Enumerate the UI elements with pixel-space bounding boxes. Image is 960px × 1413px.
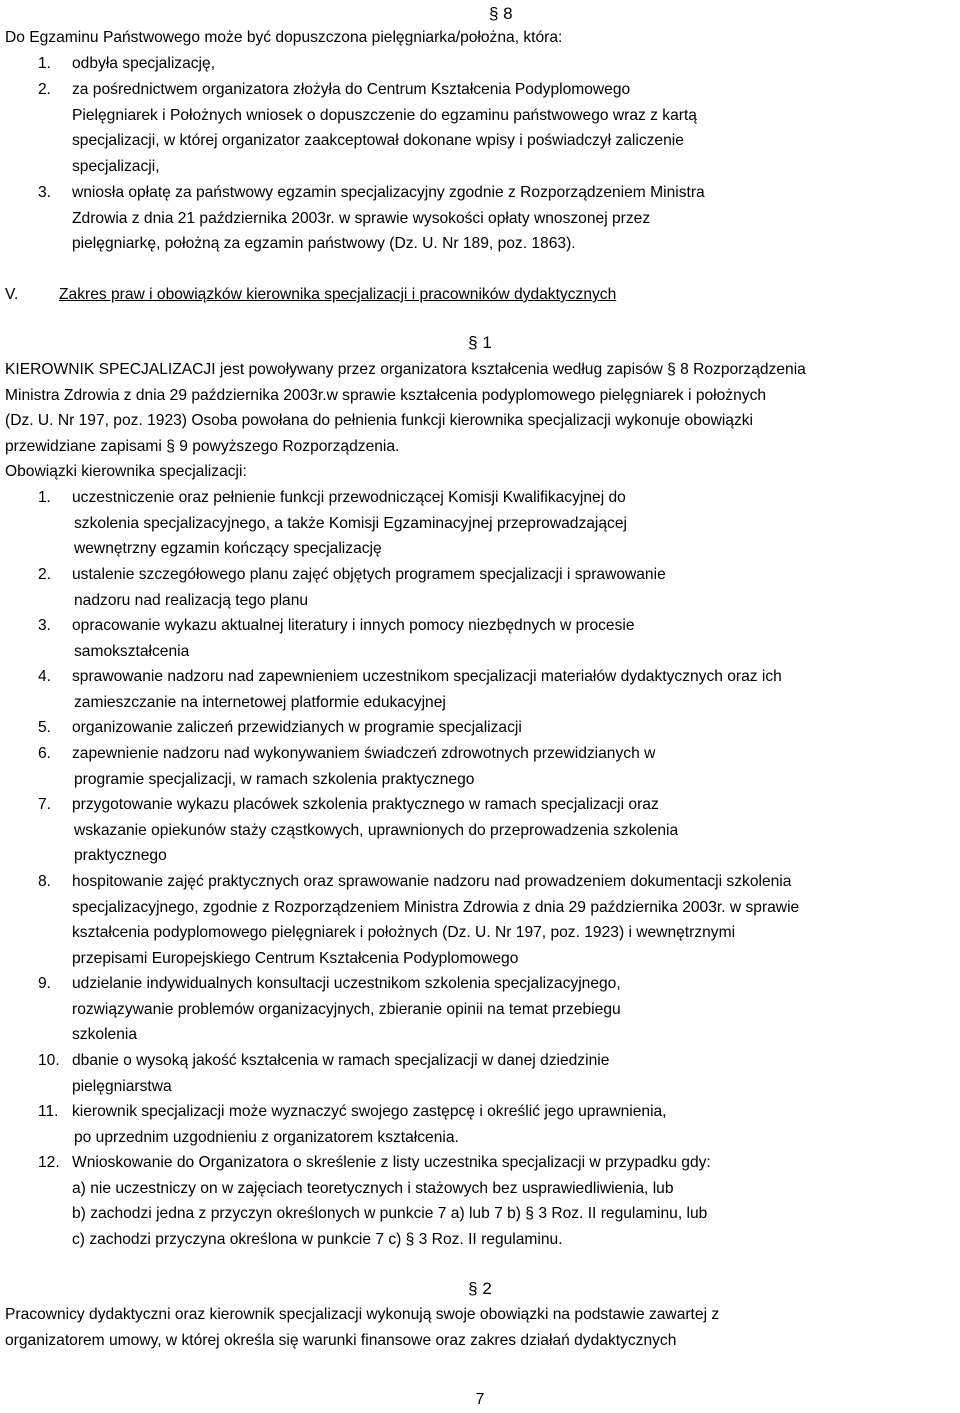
- list-line: wniosła opłatę za państwowy egzamin specjalizacyjny zgodnie z Rozporządzeniem Ministra: [72, 184, 705, 201]
- list-item: [72, 664, 956, 715]
- chapter-title: Zakres praw i obowiązków kierownika specjalizacji i pracowników dydaktycznych: [59, 286, 617, 303]
- list-line: opracowanie wykazu aktualnej literatury i innych pomocy niezbędnych w procesie: [72, 617, 635, 634]
- list-line: specjalizacji, w której organizator zaakceptował dokonane wpisy i poświadczył zaliczenie: [72, 132, 684, 150]
- list-number: 6.: [38, 745, 52, 762]
- list-line: kierownik specjalizacji może wyznaczyć swojego zastępcę i określić jego uprawnienia,: [72, 1103, 667, 1120]
- list-number: 3.: [38, 617, 52, 634]
- list-line: za pośrednictwem organizatora złożyła do Centrum Kształcenia Podyplomowego: [72, 81, 631, 98]
- list-number: 5.: [38, 719, 52, 736]
- list-number: 1.: [38, 489, 52, 506]
- list-line: po uprzednim uzgodnieniu z organizatorem kształcenia.: [74, 1128, 459, 1146]
- list-line: Pielęgniarek i Położnych wniosek o dopuszczenie do egzaminu państwowego wraz z kartą: [72, 106, 697, 124]
- list-line: uczestniczenie oraz pełnienie funkcji przewodniczącej Komisji Kwalifikacyjnej do: [72, 489, 626, 506]
- list-item: [72, 1150, 956, 1253]
- list-line: zapewnienie nadzoru nad wykonywaniem świadczeń zdrowotnych przewidzianych w: [72, 745, 656, 762]
- list-number: 11.: [38, 1103, 59, 1120]
- list-line: wewnętrzny egzamin kończący specjalizację: [74, 540, 382, 558]
- list-line: rozwiązywanie problemów organizacyjnych, zbieranie opinii na temat przebiegu: [72, 1000, 621, 1018]
- list-line: przepisami Europejskiego Centrum Kształcenia Podyplomowego: [72, 950, 519, 968]
- intro-text: Do Egzaminu Państwowego może być dopuszczona pielęgniarka/położna, która:: [5, 29, 563, 46]
- list-line: zamieszczanie na internetowej platformie edukacyjnej: [74, 693, 446, 711]
- list-line: ustalenie szczegółowego planu zajęć objętych programem specjalizacji i sprawowanie: [72, 566, 666, 583]
- list-line: przygotowanie wykazu placówek szkolenia praktycznego w ramach specjalizacji oraz: [72, 796, 659, 813]
- list-number: 9.: [38, 975, 52, 992]
- list-item: [72, 869, 956, 972]
- list-line: Wnioskowanie do Organizatora o skreślenie z listy uczestnika specjalizacji w przypadku gdy:: [72, 1154, 711, 1171]
- list-line: sprawowanie nadzoru nad zapewnieniem uczestnikom specjalizacji materiałów dydaktycznych oraz ich: [72, 668, 782, 685]
- list-item: [72, 792, 956, 869]
- section-mark-8: § 8: [489, 4, 513, 23]
- list-line: programie specjalizacji, w ramach szkolenia praktycznego: [74, 770, 475, 788]
- list-number: 2.: [38, 566, 52, 583]
- list-line: dbanie o wysoką jakość kształcenia w ramach specjalizacji w danej dziedzinie: [72, 1052, 610, 1069]
- list-line: specjalizacyjnego, zgodnie z Rozporządzeniem Ministra Zdrowia z dnia 29 października 2003r. w sprawie: [72, 898, 800, 916]
- paragraph-line: Pracownicy dydaktyczni oraz kierownik specjalizacji wykonują swoje obowiązki na podstawie zawartej z: [5, 1306, 720, 1323]
- duties-intro: Obowiązki kierownika specjalizacji:: [5, 463, 247, 480]
- list-line: szkolenia: [72, 1026, 138, 1044]
- list-item: [72, 1048, 956, 1099]
- list-number: 4.: [38, 668, 52, 685]
- list-number: 10.: [38, 1052, 60, 1069]
- list-item: [72, 180, 956, 257]
- list-line: szkolenia specjalizacyjnego, a także Komisji Egzaminacyjnej przeprowadzającej: [74, 514, 627, 532]
- section-2-paragraph: [5, 1302, 956, 1353]
- paragraph-line: KIEROWNIK SPECJALIZACJI jest powoływany przez organizatora kształcenia według zapisów § 8 Rozporządzenia: [5, 361, 806, 378]
- list-item: [72, 1099, 956, 1150]
- list-number: 1.: [38, 55, 52, 72]
- list-number: 3.: [38, 184, 52, 201]
- list-line: a) nie uczestniczy on w zajęciach teoretycznych i stażowych bez usprawiedliwienia, lub: [72, 1179, 674, 1197]
- list-line: c) zachodzi przyczyna określona w punkcie 7 c) § 3 Roz. II regulaminu.: [72, 1231, 563, 1249]
- chapter-number: V.: [5, 286, 19, 303]
- list-number: 7.: [38, 796, 52, 813]
- paragraph-line: organizatorem umowy, w której określa się warunki finansowe oraz zakres działań dydaktycznych: [5, 1331, 677, 1349]
- list-item: [72, 485, 956, 562]
- paragraph-line: przewidziane zapisami § 9 powyższego Rozporządzenia.: [5, 438, 400, 456]
- list-line: specjalizacji,: [72, 158, 160, 176]
- chapter-heading: [5, 282, 617, 308]
- list-line: hospitowanie zajęć praktycznych oraz sprawowanie nadzoru nad prowadzeniem dokumentacji szkolenia: [72, 873, 792, 890]
- list-line: pielęgniarkę, położną za egzamin państwowy (Dz. U. Nr 189, poz. 1863).: [72, 235, 576, 253]
- list-line: wskazanie opiekunów staży cząstkowych, uprawnionych do przeprowadzenia szkolenia: [74, 821, 679, 839]
- list-number: 8.: [38, 873, 52, 890]
- paragraph-line: (Dz. U. Nr 197, poz. 1923) Osoba powołana do pełnienia funkcji kierownika specjalizacji wykonuje obowiązki: [5, 412, 754, 430]
- list-number: 2.: [38, 81, 52, 98]
- list-line: pielęgniarstwa: [72, 1077, 172, 1095]
- list-line: udzielanie indywidualnych konsultacji uczestnikom szkolenia specjalizacyjnego,: [72, 975, 621, 992]
- list-item: [72, 51, 956, 77]
- list-line: odbyła specjalizację,: [72, 55, 216, 72]
- section-mark-2: § 2: [468, 1279, 492, 1298]
- list-line: Zdrowia z dnia 21 października 2003r. w sprawie wysokości opłaty wnoszonej przez: [72, 209, 651, 227]
- list-line: kształcenia podyplomowego pielęgniarek i położnych (Dz. U. Nr 197, poz. 1923) i wewnętrznymi: [72, 924, 736, 942]
- page-number: 7: [475, 1391, 485, 1408]
- list-item: [72, 613, 956, 664]
- list-item: [72, 77, 956, 180]
- section-mark-1: § 1: [468, 333, 492, 352]
- list-line: organizowanie zaliczeń przewidzianych w programie specjalizacji: [72, 719, 522, 736]
- list-line: b) zachodzi jedna z przyczyn określonych w punkcie 7 a) lub 7 b) § 3 Roz. II regulaminu, lub: [72, 1205, 708, 1223]
- paragraph-line: Ministra Zdrowia z dnia 29 października 2003r.w sprawie kształcenia podyplomowego pielęgniarek i położnych: [5, 386, 767, 404]
- list-item: [72, 741, 956, 792]
- list-line: samokształcenia: [74, 642, 190, 660]
- list-number: 12.: [38, 1154, 60, 1171]
- list-item: [72, 715, 956, 741]
- list-item: [72, 971, 956, 1048]
- list-item: [72, 562, 956, 613]
- list-line: praktycznego: [74, 847, 167, 865]
- section-1-paragraph: [5, 357, 956, 460]
- list-line: nadzoru nad realizacją tego planu: [74, 591, 309, 609]
